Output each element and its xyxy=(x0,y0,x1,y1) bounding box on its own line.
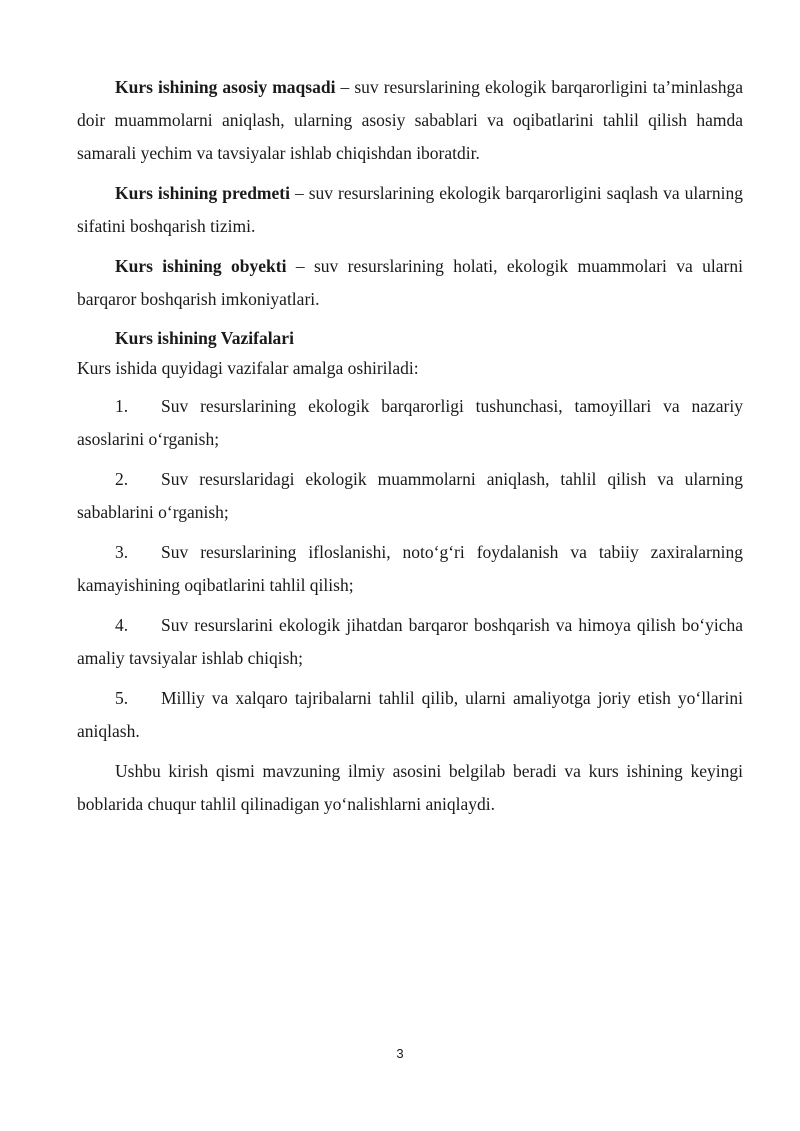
paragraph-obyekt-text: – suv resurslarining holati, ekologik muammolari va ularni barqaror boshqarish imkoniyatlari. xyxy=(77,256,743,309)
tasks-heading: Kurs ishining Vazifalari xyxy=(115,328,294,348)
task-item-text: Suv resurslarini ekologik jihatdan barqaror boshqarish va himoya qilish bo‘yicha amaliy tavsiyalar ishlab chiqish; xyxy=(77,615,743,668)
task-item-text: Suv resurslarining ekologik barqarorligi tushunchasi, tamoyillari va nazariy asoslarini o‘rganish; xyxy=(77,396,743,449)
paragraph-maqsad-label: Kurs ishining asosiy maqsadi xyxy=(115,77,336,97)
task-item-2 xyxy=(77,463,743,529)
paragraph-maqsad xyxy=(77,71,743,170)
paragraph-predmet xyxy=(77,177,743,243)
task-item-3 xyxy=(77,536,743,602)
task-item-5 xyxy=(77,682,743,748)
task-item-4 xyxy=(77,609,743,675)
task-item-number: 1. xyxy=(115,396,129,416)
paragraph-predmet-text: – suv resurslarining ekologik barqarorligini saqlash va ularning sifatini boshqarish tizimi. xyxy=(77,183,743,236)
closing-paragraph: Ushbu kirish qismi mavzuning ilmiy asosini belgilab beradi va kurs ishining keyingi boblarida chuqur tahlil qilinadigan yo‘nalishlarni aniqlaydi. xyxy=(77,761,743,814)
task-item-number: 3. xyxy=(115,542,129,562)
paragraph-obyekt-label: Kurs ishining obyekti xyxy=(115,256,287,276)
task-item-text: Suv resurslarining ifloslanishi, noto‘g‘ri foydalanish va tabiiy zaxiralarning kamayishining oqibatlarini tahlil qilish; xyxy=(77,542,743,595)
page-content xyxy=(77,71,743,828)
task-item-1 xyxy=(77,390,743,456)
paragraph-predmet-label: Kurs ishining predmeti xyxy=(115,183,290,203)
task-item-text: Suv resurslaridagi ekologik muammolarni aniqlash, tahlil qilish va ularning sabablarini o‘rganish; xyxy=(77,469,743,522)
page-number: 3 xyxy=(396,1046,404,1061)
task-item-number: 5. xyxy=(115,688,129,708)
paragraph-maqsad-text: – suv resurslarining ekologik barqarorligini ta’minlashga doir muammolarni aniqlash, ularning asosiy sabablari va oqibatlarini tahlil qilish hamda samarali yechim va tavsiyalar ishlab chiqishdan iboratdir. xyxy=(77,77,743,163)
task-item-text: Milliy va xalqaro tajribalarni tahlil qilib, ularni amaliyotga joriy etish yo‘llarini aniqlash. xyxy=(77,688,743,741)
task-item-number: 2. xyxy=(115,469,129,489)
task-item-number: 4. xyxy=(115,615,129,635)
tasks-intro: Kurs ishida quyidagi vazifalar amalga oshiriladi: xyxy=(77,358,419,378)
paragraph-obyekt xyxy=(77,250,743,316)
